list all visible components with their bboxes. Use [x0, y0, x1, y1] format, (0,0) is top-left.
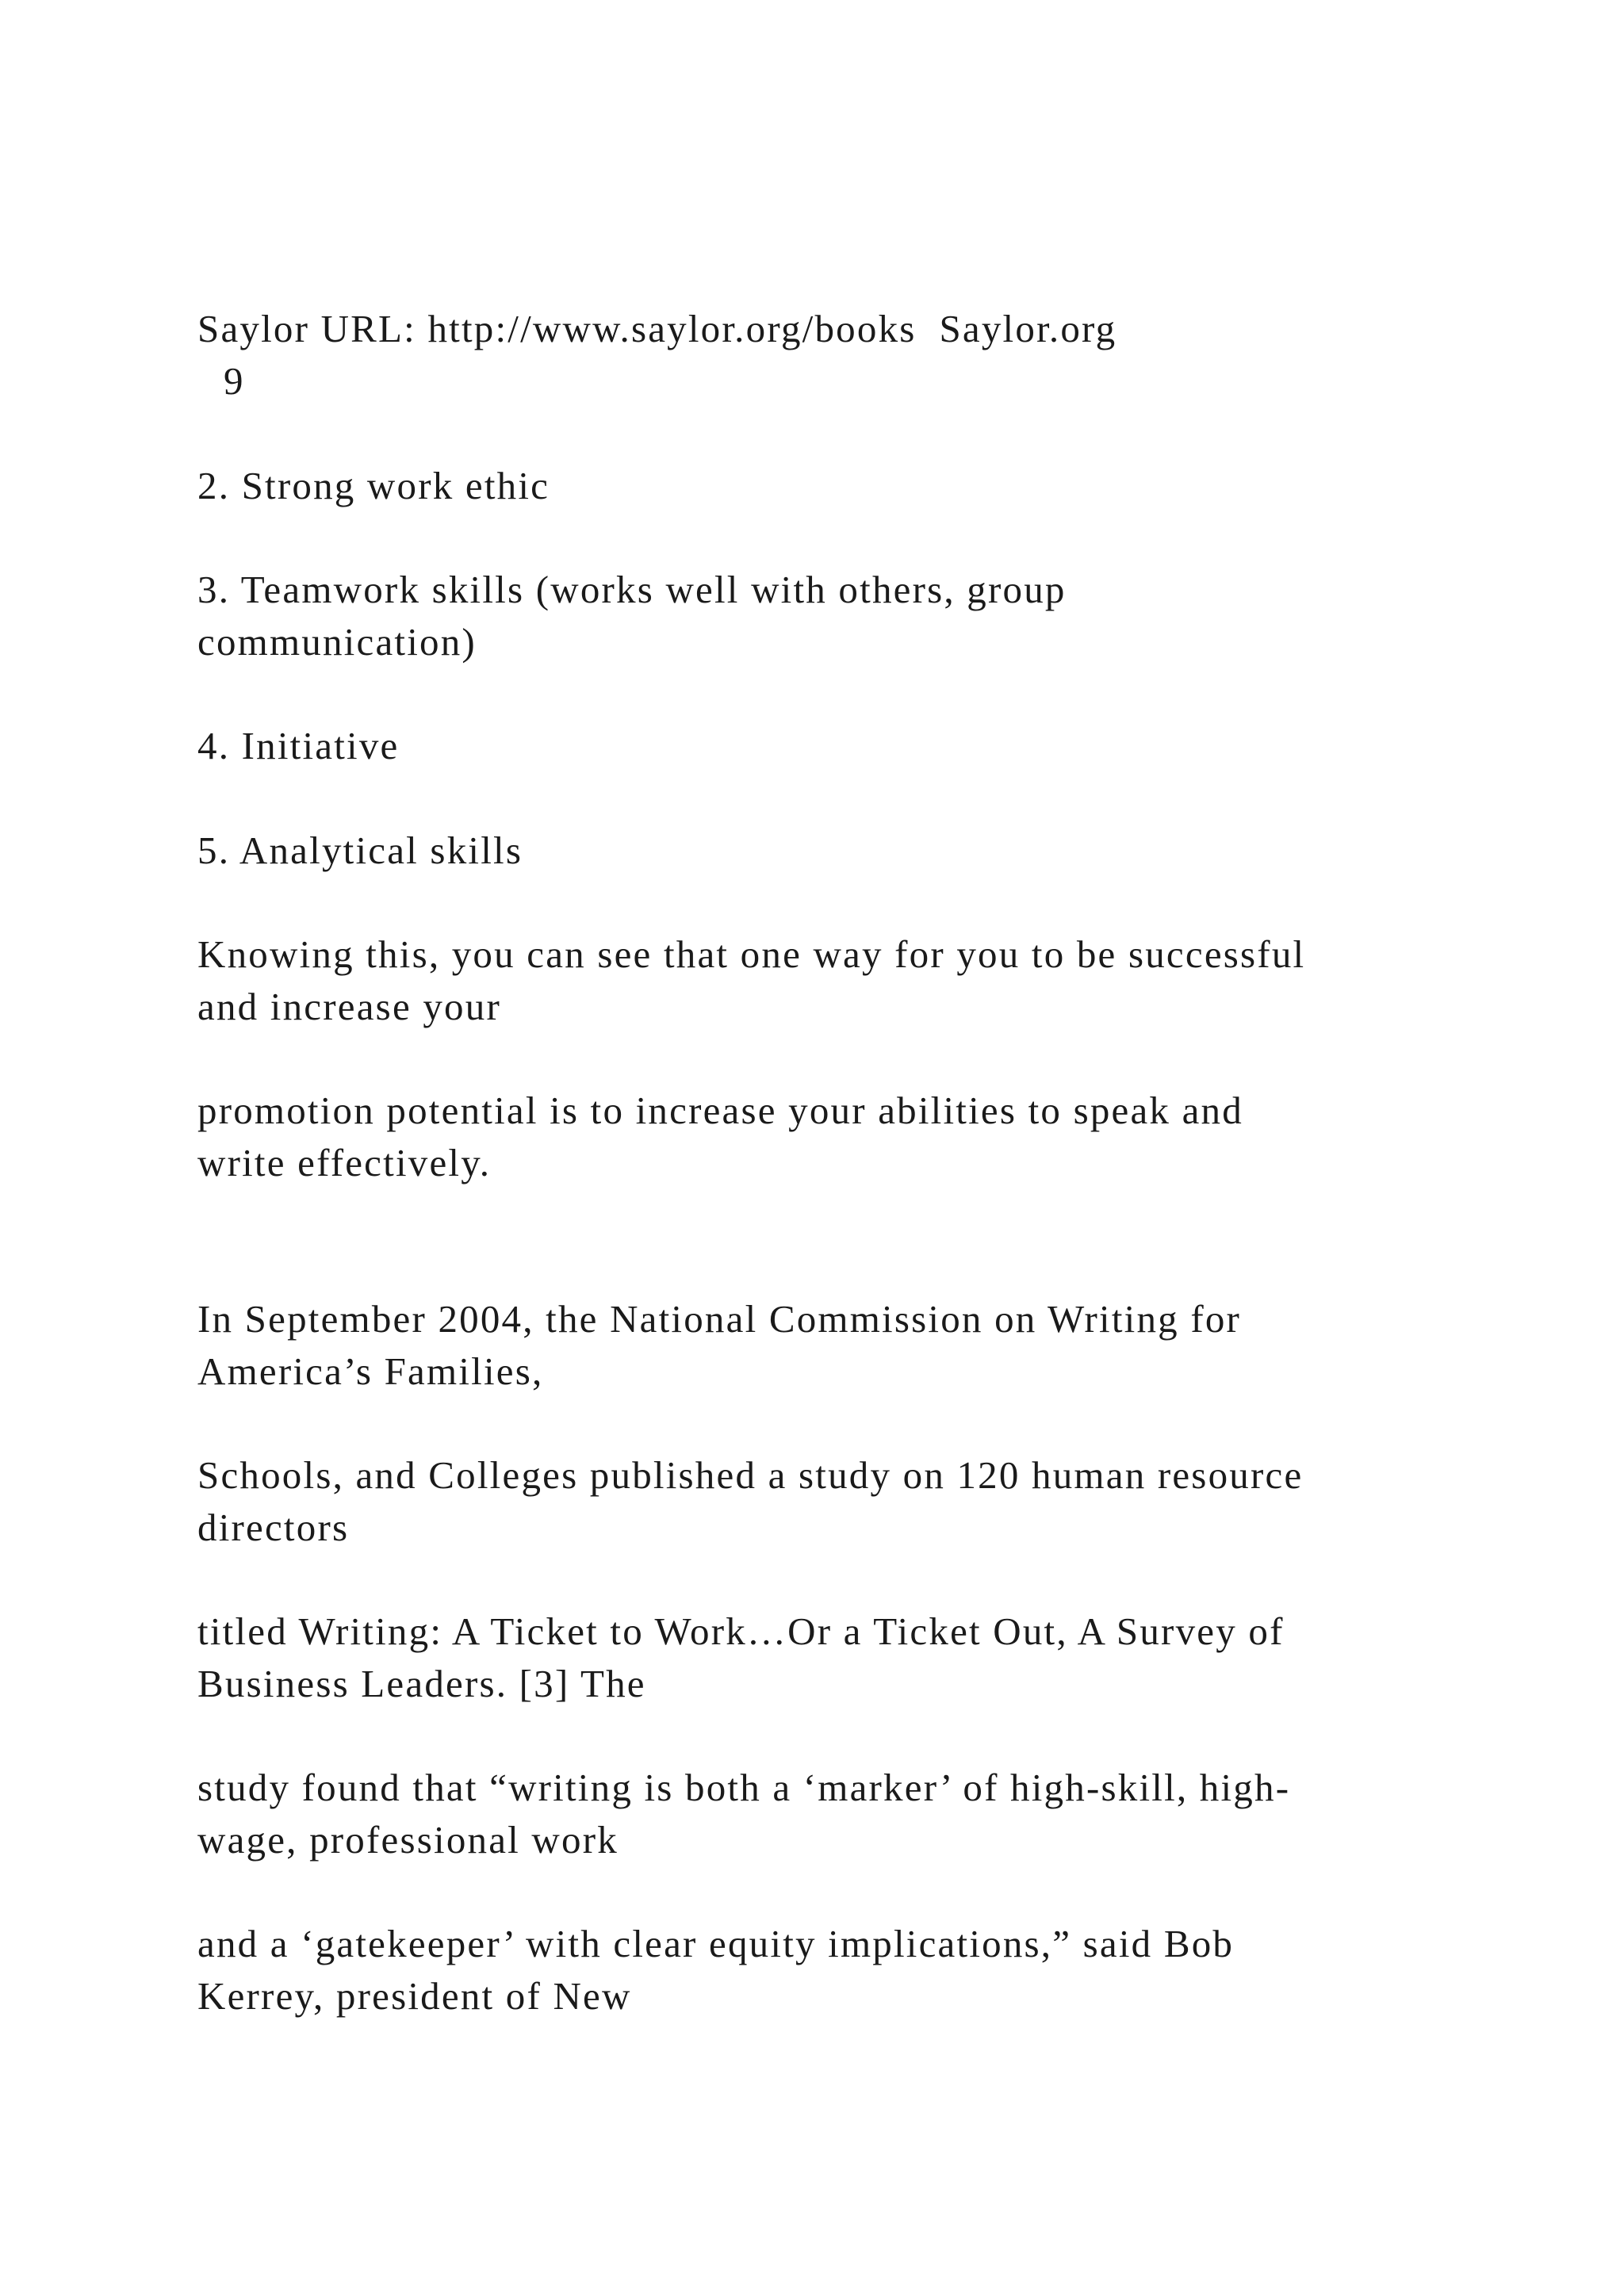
paragraph-5-line1: titled Writing: A Ticket to Work…Or a Ticket Out, A Survey of	[197, 1609, 1285, 1653]
paragraph-4-line1: Schools, and Colleges published a study on 120 human resource	[197, 1453, 1304, 1497]
paragraph-5-line2: Business Leaders. [3] The	[197, 1662, 646, 1705]
paragraph-6-line2: wage, professional work	[197, 1818, 619, 1862]
paragraph-7-line2: Kerrey, president of New	[197, 1974, 632, 2018]
paragraph-2-line1: promotion potential is to increase your abilities to speak and	[197, 1089, 1243, 1132]
paragraph-1-line2: and increase your	[197, 985, 501, 1028]
paragraph-2-line2: write effectively.	[197, 1141, 492, 1184]
paragraph-1-line1: Knowing this, you can see that one way for you to be successful	[197, 932, 1306, 976]
paragraph-7-line1: and a ‘gatekeeper’ with clear equity implications,” said Bob	[197, 1922, 1235, 1965]
paragraph-3-line2: America’s Families,	[197, 1349, 544, 1393]
list-item-strong-work-ethic: 2. Strong work ethic	[197, 464, 550, 507]
list-item-teamwork-line2: communication)	[197, 620, 477, 664]
paragraph-6-line1: study found that “writing is both a ‘marker’ of high-skill, high-	[197, 1766, 1291, 1809]
saylor-url-header: Saylor URL: http://www.saylor.org/books Saylor.org	[197, 307, 1117, 350]
list-item-analytical-skills: 5. Analytical skills	[197, 828, 523, 872]
paragraph-4-line2: directors	[197, 1506, 350, 1549]
list-item-teamwork-line1: 3. Teamwork skills (works well with others, group	[197, 568, 1067, 611]
page-number: 9	[224, 359, 245, 403]
paragraph-3-line1: In September 2004, the National Commission on Writing for	[197, 1297, 1242, 1341]
list-item-initiative: 4. Initiative	[197, 724, 400, 767]
